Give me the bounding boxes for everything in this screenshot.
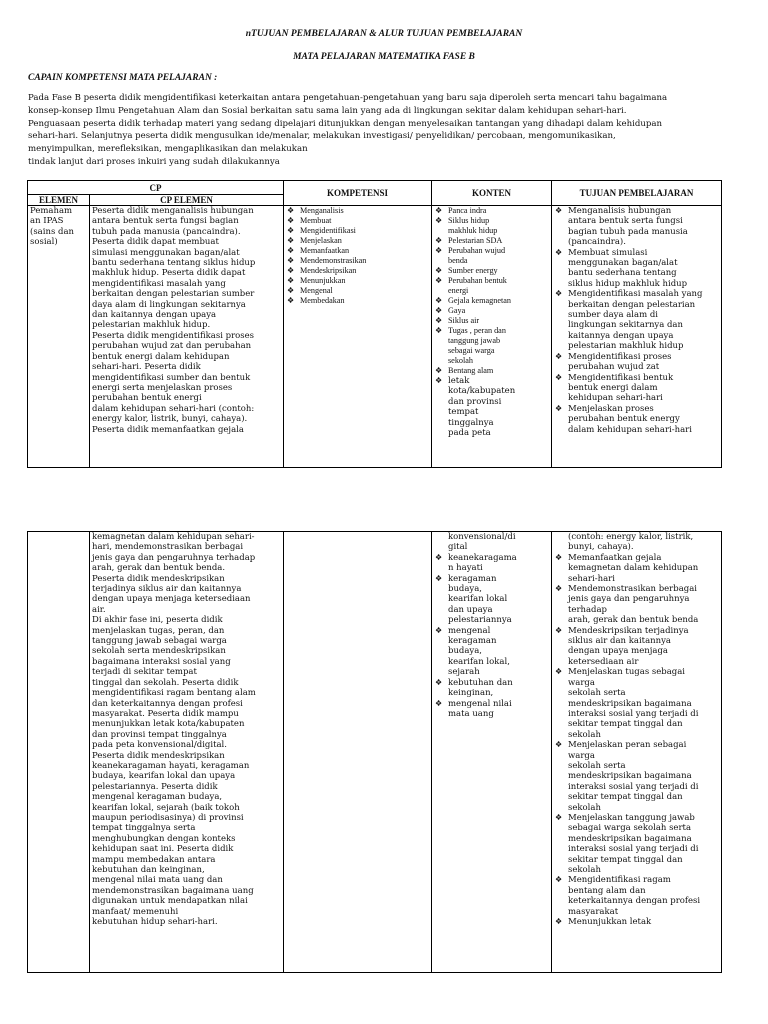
- elemen-cell: [28, 206, 90, 468]
- tujuan-cell: [552, 206, 722, 468]
- text-line: dan kaitannya dengan upaya: [92, 310, 217, 321]
- text-line: sekolah: [568, 729, 601, 740]
- text-line: siklus hidup makhluk hidup: [568, 278, 688, 289]
- tujuan-item: [554, 667, 719, 740]
- text-line: ❖ Membuat simulasi: [568, 247, 648, 258]
- intro-paragraph: [28, 92, 743, 169]
- text-line: perubahan bentuk energi: [92, 393, 202, 404]
- text-line: perubahan wujud zat dan perubahan: [92, 341, 252, 352]
- text-line: menghubungkan dengan konteks: [92, 833, 236, 844]
- kompetensi-item: ❖ Membedakan: [286, 296, 429, 306]
- document-subtitle: MATA PELAJARAN MATEMATIKA FASE B: [293, 52, 475, 62]
- tujuan-item: [554, 206, 719, 248]
- tujuan-item: [554, 917, 719, 927]
- konten-item: [434, 276, 549, 296]
- text-line: tubuh pada manusia (pancaindra).: [92, 226, 241, 237]
- text-line: kota/kabupaten: [448, 386, 516, 397]
- intro-line: sehari-hari. Selanjutnya peserta didik mengusulkan ide/menalar, melakukan investigasi/ penyelidikan/ percobaan, mengomunikasikan,: [28, 131, 616, 142]
- text-line: ❖ Menjelaskan tanggung jawab: [568, 812, 695, 823]
- text-line: kaitannya dengan upaya: [568, 330, 674, 341]
- konten-item: [434, 699, 549, 720]
- text-line: sekitar tempat tinggal dan: [568, 792, 683, 803]
- text-line: tinggalnya: [448, 417, 494, 428]
- text-line: ❖ Mendemonstrasikan berbagai: [568, 584, 697, 595]
- text-line: berkaitan dengan pelestarian: [568, 299, 696, 310]
- intro-line: Pada Fase B peserta didik mengidentifikasi keterkaitan antara pengetahuan-pengetahuan yang baru saja diperoleh serta mencari tahu bagaimana: [28, 93, 668, 103]
- text-line: ❖ letak: [448, 376, 470, 386]
- text-line: mengidentifikasi ragam bentang alam: [92, 688, 256, 699]
- text-line: ❖ Gejala kemagnetan: [448, 296, 511, 305]
- tujuan-item: [554, 373, 719, 404]
- text-line: ❖ Sumber energy: [448, 266, 498, 275]
- cp-elemen-cell: [90, 206, 284, 468]
- kompetensi-item: ❖ Menjelaskan: [286, 236, 429, 246]
- cp-elemen-header: CP ELEMEN: [90, 195, 284, 206]
- text-line: ❖ Mengidentifikasi proses: [568, 351, 672, 362]
- text-line: daya alam di lingkungan sekitarnya: [92, 299, 246, 310]
- text-line: ❖ Menjelaskan proses: [568, 403, 654, 414]
- text-line: digunakan untuk mendapatkan nilai: [92, 896, 248, 907]
- text-line: terhadap: [568, 604, 608, 615]
- cp-table-page-1: [27, 180, 722, 468]
- text-line: dan provinsi: [448, 396, 502, 407]
- text-line: mata uang: [448, 708, 494, 719]
- text-line: sosial): [30, 237, 58, 248]
- konten-cell: [432, 206, 552, 468]
- text-line: bentuk energi dalam: [568, 382, 658, 393]
- text-line: ❖ Bentang alam: [448, 366, 494, 375]
- konten-item: [434, 326, 549, 366]
- text-line: Peserta didik memanfaatkan gejala: [92, 424, 244, 435]
- text-line: kearifan lokal: [448, 594, 508, 605]
- text-line: sekolah serta mendeskripsikan: [92, 646, 226, 657]
- konten-item: [434, 678, 549, 699]
- text-line: budaya, kearifan lokal dan upaya: [92, 771, 236, 782]
- tujuan-item: [554, 404, 719, 435]
- text-line: tinggal dan sekolah. Peserta didik: [92, 677, 239, 688]
- kompetensi-item: ❖ Mendemonstrasikan: [286, 256, 429, 266]
- intro-line: Penguasaan peserta didik terhadap materi yang sedang dipelajari ditunjukkan dengan menyelesaikan tantangan yang dihadapi dalam kehidupan: [28, 118, 663, 129]
- document-title: nTUJUAN PEMBELAJARAN & ALUR TUJUAN PEMBELAJARAN: [245, 29, 523, 39]
- text-line: mendeskripsikan bagaimana: [568, 833, 692, 844]
- text-line: dan provinsi tempat tinggalnya: [92, 729, 227, 740]
- text-line: ❖ keanekaragama: [448, 552, 517, 563]
- konten-item: [434, 266, 549, 276]
- text-line: air.: [92, 604, 106, 615]
- kompetensi-item: ❖ Menunjukkan: [286, 276, 429, 286]
- kompetensi-cell: [284, 206, 432, 468]
- konten-item: [434, 296, 549, 306]
- text-line: kehidupan sehari-hari: [568, 393, 663, 404]
- elemen-header: ELEMEN: [28, 195, 90, 206]
- text-line: sekitar tempat tinggal dan: [568, 719, 683, 730]
- text-line: kearifan lokal,: [448, 656, 510, 667]
- text-line: (contoh: energy kalor, listrik,: [568, 532, 694, 542]
- text-line: bunyi, cahaya).: [568, 542, 634, 553]
- konten-item: [434, 626, 549, 678]
- konten-cell: [432, 532, 552, 973]
- text-line: Peserta didik menganalisis hubungan: [92, 206, 254, 216]
- text-line: energi: [448, 286, 469, 295]
- text-line: pelestarian makhluk hidup.: [92, 320, 211, 331]
- tujuan-header: TUJUAN PEMBELAJARAN: [552, 181, 722, 206]
- text-line: pada peta konvensional/digital.: [92, 740, 227, 751]
- text-line: sebagai warga sekolah serta: [568, 823, 692, 834]
- text-line: pada peta: [448, 428, 491, 439]
- text-line: bentuk energi dalam kehidupan: [92, 351, 230, 362]
- text-line: ❖ Mengidentifikasi bentuk: [568, 372, 674, 383]
- text-line: (pancaindra).: [568, 237, 626, 248]
- text-line: mengenal nilai mata uang dan: [92, 875, 223, 886]
- cp-header: CP: [28, 181, 284, 195]
- text-line: bagian tubuh pada manusia: [568, 226, 688, 237]
- text-line: ❖ Siklus hidup: [448, 216, 490, 225]
- text-line: energy kalor, listrik, bunyi, cahaya).: [92, 414, 248, 425]
- text-line: arah, gerak dan bentuk benda: [568, 615, 699, 626]
- text-line: menggunakan bagan/alat: [568, 258, 678, 269]
- text-line: gital: [448, 542, 468, 553]
- kompetensi-item: ❖ Membuat: [286, 216, 429, 226]
- text-line: bagaimana interaksi sosial yang: [92, 656, 231, 667]
- text-line: hari, mendemonstrasikan berbagai: [92, 542, 244, 553]
- text-line: ❖ Tugas , peran dan: [448, 326, 506, 335]
- text-line: kehidupan saat ini. Peserta didik: [92, 844, 234, 855]
- text-line: sehari-hari: [568, 573, 615, 584]
- konten-header: KONTEN: [432, 181, 552, 206]
- text-line: masyarakat: [568, 906, 619, 917]
- text-line: ❖ Menjelaskan peran sebagai: [568, 740, 687, 751]
- intro-line: konsep-konsep Ilmu Pengetahuan Alam dan Sosial berkaitan satu sama lain yang ada di lingkungan sekitar dalam kehidupan sehari-hari.: [28, 105, 627, 116]
- capain-kompetensi-heading: CAPAIN KOMPETENSI MATA PELAJARAN :: [28, 73, 218, 83]
- tujuan-item: [554, 352, 719, 373]
- text-line: sekolah serta: [568, 760, 626, 771]
- text-line: ❖ Menunjukkan letak: [568, 917, 652, 928]
- konten-item: [434, 574, 549, 626]
- tujuan-item: [554, 584, 719, 626]
- text-line: sekolah serta: [568, 688, 626, 699]
- elemen-cell: [28, 532, 90, 973]
- text-line: mendeskripsikan bagaimana: [568, 771, 692, 782]
- text-line: pelestariannya: [448, 615, 512, 626]
- intro-line: tindak lanjut dari proses inkuiri yang sudah dilakukannya: [28, 156, 280, 167]
- text-line: sekitar tempat tinggal dan: [568, 854, 683, 865]
- konten-item: [434, 376, 549, 438]
- konten-item: [434, 216, 549, 236]
- text-line: keinginan,: [448, 688, 494, 699]
- text-line: n hayati: [448, 563, 483, 574]
- text-line: jenis gaya dan pengaruhnya terhadap: [92, 552, 256, 563]
- konten-item: [434, 206, 549, 216]
- text-line: konvensional/di: [448, 532, 516, 542]
- text-line: ❖ Perubahan bentuk: [448, 276, 507, 285]
- text-line: interaksi sosial yang terjadi di: [568, 844, 699, 855]
- text-line: ❖ Mengidentifikasi ragam: [568, 875, 671, 886]
- text-line: dan upaya: [448, 604, 493, 615]
- text-line: ❖ kebutuhan dan: [448, 677, 513, 688]
- text-line: ❖ Pelestarian SDA: [448, 236, 503, 245]
- kompetensi-cell: [284, 532, 432, 973]
- text-line: kemagnetan dalam kehidupan sehari-: [92, 532, 255, 542]
- text-line: Di akhir fase ini, peserta didik: [92, 615, 223, 626]
- text-line: perubahan wujud zat: [568, 362, 660, 373]
- text-line: maupun periodisasinya) di provinsi: [92, 812, 244, 823]
- text-line: keragaman: [448, 636, 497, 647]
- text-line: sekolah: [568, 865, 601, 875]
- tujuan-item: [554, 740, 719, 813]
- tujuan-item: [554, 289, 719, 351]
- kompetensi-item: ❖ Menganalisis: [286, 206, 429, 216]
- text-line: (sains dan: [30, 226, 74, 237]
- text-line: sekolah: [568, 802, 601, 813]
- text-line: kebutuhan dan keinginan,: [92, 865, 205, 875]
- text-line: masyarakat. Peserta didik mampu: [92, 708, 239, 719]
- text-line: budaya,: [448, 646, 482, 657]
- text-line: sejarah: [448, 667, 480, 678]
- text-line: siklus air dan kaitannya: [568, 636, 671, 647]
- tujuan-cell: [552, 532, 722, 973]
- text-line: tempat tinggalnya serta: [92, 823, 196, 834]
- text-line: Pemaham: [30, 206, 73, 216]
- text-line: dengan upaya menjaga ketersediaan: [92, 594, 251, 605]
- text-line: mendemonstrasikan bagaimana uang: [92, 885, 254, 896]
- kompetensi-item: ❖ Memanfaatkan: [286, 246, 429, 256]
- text-line: mengenal keragaman budaya,: [92, 792, 223, 803]
- tujuan-item: [554, 875, 719, 917]
- text-line: jenis gaya dan pengaruhnya: [568, 594, 690, 605]
- text-line: warga: [568, 750, 595, 761]
- text-line: bantu sederhana tentang siklus hidup: [92, 258, 256, 269]
- cp-table-page-2: [27, 531, 722, 973]
- text-line: ❖ Menjelaskan tugas sebagai: [568, 667, 686, 678]
- text-line: pelestarian makhluk hidup: [568, 341, 684, 352]
- tujuan-item: [554, 553, 719, 584]
- intro-line: menyimpulkan, merefleksikan, mengaplikasikan dan melakukan: [28, 144, 308, 155]
- text-line: ❖ Menganalisis hubungan: [568, 206, 672, 216]
- text-line: antara bentuk serta fungsi bagian: [92, 216, 239, 227]
- text-line: menunjukkan letak kota/kabupaten: [92, 719, 245, 730]
- text-line: dengan upaya menjaga: [568, 646, 668, 657]
- text-line: ❖ Gaya: [448, 306, 466, 315]
- konten-item: [434, 246, 549, 266]
- text-line: ❖ Mendeskripsikan terjadinya: [568, 625, 689, 636]
- text-line: bentang alam dan: [568, 885, 646, 896]
- text-line: warga: [568, 677, 595, 688]
- text-line: lingkungan sekitarnya dan: [568, 320, 683, 331]
- text-line: terjadi di sekitar tempat: [92, 667, 197, 678]
- text-line: sekolah: [448, 356, 474, 365]
- text-line: mengidentifikasi masalah yang: [92, 278, 226, 289]
- kompetensi-item: ❖ Mendeskripsikan: [286, 266, 429, 276]
- text-line: arah, gerak dan bentuk benda.: [92, 563, 226, 574]
- text-line: interaksi sosial yang terjadi di: [568, 708, 699, 719]
- text-line: manfaat/ memenuhi: [92, 906, 179, 917]
- text-line: sebagai warga: [448, 346, 495, 355]
- text-line: mampu membedakan antara: [92, 854, 216, 865]
- kompetensi-header: KOMPETENSI: [284, 181, 432, 206]
- text-line: keterkaitannya dengan profesi: [568, 896, 701, 907]
- text-line: budaya,: [448, 584, 482, 595]
- text-line: ketersediaan air: [568, 656, 639, 667]
- text-line: perubahan bentuk energy: [568, 414, 680, 425]
- cp-elemen-cell: [90, 532, 284, 973]
- kompetensi-item: ❖ Mengenal: [286, 286, 429, 296]
- text-line: an IPAS: [30, 216, 64, 227]
- text-line: terjadinya siklus air dan kaitannya: [92, 584, 242, 595]
- text-line: sehari-hari. Peserta didik: [92, 362, 201, 373]
- text-line: ❖ mengenal: [448, 625, 491, 636]
- text-line: keanekaragaman hayati, keragaman: [92, 760, 250, 771]
- text-line: ❖ Memanfaatkan gejala: [568, 552, 662, 563]
- konten-item: [434, 316, 549, 326]
- text-line: ❖ Panca indra: [448, 206, 487, 215]
- text-line: ❖ Mengidentifikasi masalah yang: [568, 289, 703, 300]
- text-line: dalam kehidupan sehari-hari (contoh:: [92, 403, 255, 414]
- text-line: tempat: [448, 407, 479, 418]
- text-line: kebutuhan hidup sehari-hari.: [92, 917, 218, 928]
- konten-item: [434, 306, 549, 316]
- text-line: benda: [448, 256, 468, 265]
- text-line: kearifan lokal, sejarah (baik tokoh: [92, 802, 240, 813]
- text-line: dan keterkaitannya dengan profesi: [92, 698, 243, 709]
- text-line: antara bentuk serta fungsi: [568, 216, 683, 227]
- text-line: sumber daya alam di: [568, 310, 658, 321]
- konten-item: [434, 236, 549, 246]
- text-line: berkaitan dengan pelestarian sumber: [92, 289, 255, 300]
- kompetensi-item: ❖ Mengidentifikasi: [286, 226, 429, 236]
- text-line: Peserta didik mendeskripsikan: [92, 573, 225, 584]
- text-line: ❖ keragaman: [448, 573, 497, 584]
- text-line: ❖ Perubahan wujud: [448, 246, 506, 255]
- text-line: tanggung jawab sebagai warga: [92, 636, 227, 647]
- text-line: interaksi sosial yang terjadi di: [568, 781, 699, 792]
- text-line: Peserta didik mengidentifikasi proses: [92, 330, 255, 341]
- text-line: makhluk hidup: [448, 226, 498, 235]
- konten-item: [434, 366, 549, 376]
- konten-item: [434, 553, 549, 574]
- text-line: makhluk hidup. Peserta didik dapat: [92, 268, 246, 279]
- tujuan-item: [554, 626, 719, 668]
- text-line: Peserta didik dapat membuat: [92, 237, 219, 248]
- text-line: menjelaskan tugas, peran, dan: [92, 625, 225, 636]
- text-line: ❖ mengenal nilai: [448, 698, 512, 709]
- text-line: mengidentifikasi sumber dan bentuk: [92, 372, 251, 383]
- text-line: pelestariannya. Peserta didik: [92, 781, 218, 792]
- tujuan-item: [554, 813, 719, 875]
- text-line: bantu sederhana tentang: [568, 268, 677, 279]
- text-line: tanggung jawab: [448, 336, 501, 345]
- text-line: energi serta menjelaskan proses: [92, 382, 233, 393]
- text-line: simulasi menggunakan bagan/alat: [92, 247, 240, 258]
- text-line: ❖ Siklus air: [448, 316, 480, 325]
- tujuan-item: [554, 248, 719, 290]
- text-line: Peserta didik mendeskripsikan: [92, 750, 225, 761]
- text-line: dalam kehidupan sehari-hari: [568, 424, 692, 435]
- text-line: kemagnetan dalam kehidupan: [568, 563, 699, 574]
- text-line: mendeskripsikan bagaimana: [568, 698, 692, 709]
